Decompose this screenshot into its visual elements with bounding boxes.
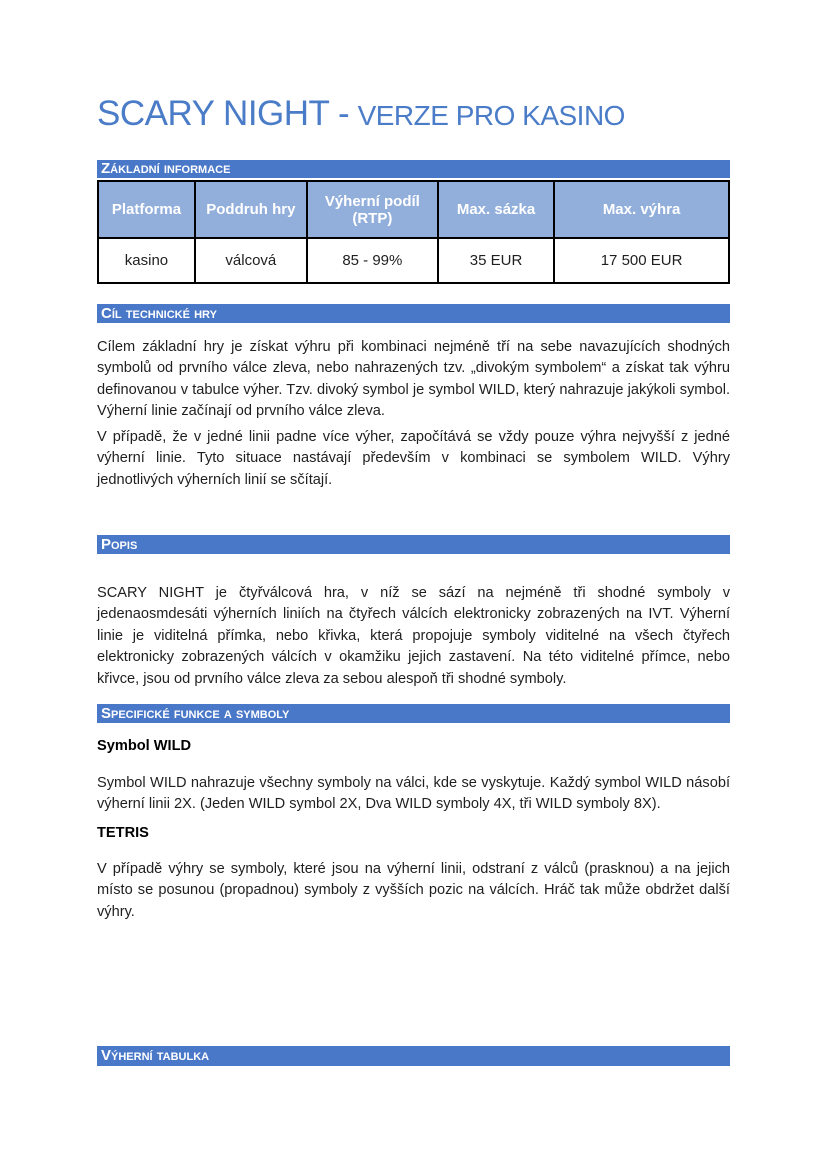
subheading-tetris: TETRIS bbox=[97, 825, 149, 841]
subheading-symbol-wild: Symbol WILD bbox=[97, 738, 192, 754]
cell-vyherni-podil: 85 - 99% bbox=[307, 238, 438, 283]
section-header-popis: Popis bbox=[97, 535, 730, 554]
paragraph-goal-1: Cílem základní hry je získat výhru při kombinaci nejméně tří na sebe navazujících shodných symbolů od prvního válce zleva, nebo nahrazených tzv. „divokým symbolem“ a získat tak výhru definovanou v tabulce výher. Tzv. divoký symbol je symbol WILD, který nahrazuje jakýkoli symbol. Výherní linie začínají od prvního válce zleva. bbox=[97, 339, 730, 420]
section-header-win-table: Výherní tabulka bbox=[97, 1046, 730, 1066]
page-title bbox=[97, 94, 730, 134]
paragraph-symbol-wild: Symbol WILD nahrazuje všechny symboly na válci, kde se vyskytuje. Každý symbol WILD násobí výherní linii 2X. (Jeden WILD symbol 2X, Dva WILD symboly 4X, tři WILD symboly 8X). bbox=[97, 775, 730, 813]
paragraph-popis: SCARY NIGHT je čtyřválcová hra, v níž se sází na nejméně tři shodné symboly v jedenaosmdesáti výherních liniích na čtyřech válcích elektronicky zobrazených na IVT. Výherní linie je viditelná přímka, nebo křivka, která propojuje symboly viditelné na všech čtyřech elektronicky zobrazených válcích v okamžiku jejich zastavení. Na této viditelné přímce, nebo křivce, jsou od prvního válce zleva za sebou alespoň tři shodné symboly. bbox=[97, 585, 730, 687]
column-header-poddruh-hry: Poddruh hry bbox=[195, 181, 307, 238]
column-header-vyherni-podil: Výherní podíl (RTP) bbox=[307, 181, 438, 238]
section-header-functions: Specifické funkce a symboly bbox=[97, 704, 730, 723]
page-title-sub: VERZE PRO KASINO bbox=[357, 100, 625, 131]
page-title-main: SCARY NIGHT - bbox=[97, 94, 350, 133]
cell-platforma: kasino bbox=[98, 238, 195, 283]
basic-info-table bbox=[97, 180, 730, 284]
section-header-goal: Cíl technické hry bbox=[97, 304, 730, 323]
table-row bbox=[98, 238, 729, 283]
paragraph-goal-2: V případě, že v jedné linii padne více výher, započítává se vždy pouze výhra nejvyšší z jedné výherní linie. Tyto situace nastávají především v kombinaci se symbolem WILD. Výhry jednotlivých výherních linií se sčítají. bbox=[97, 429, 730, 488]
paragraph-tetris: V případě výhry se symboly, které jsou na výherní linii, odstraní z válců (prasknou) a na jejich místo se posunou (propadnou) symboly z vyšších pozic na válcích. Hráč tak může obdržet další výhry. bbox=[97, 861, 730, 920]
cell-max-sazka: 35 EUR bbox=[438, 238, 554, 283]
table-header-row bbox=[98, 181, 729, 238]
column-header-platforma: Platforma bbox=[98, 181, 195, 238]
column-header-max-vyhra: Max. výhra bbox=[554, 181, 729, 238]
cell-max-vyhra: 17 500 EUR bbox=[554, 238, 729, 283]
cell-poddruh-hry: válcová bbox=[195, 238, 307, 283]
column-header-max-sazka: Max. sázka bbox=[438, 181, 554, 238]
section-header-basic-info: Základní informace bbox=[97, 160, 730, 178]
